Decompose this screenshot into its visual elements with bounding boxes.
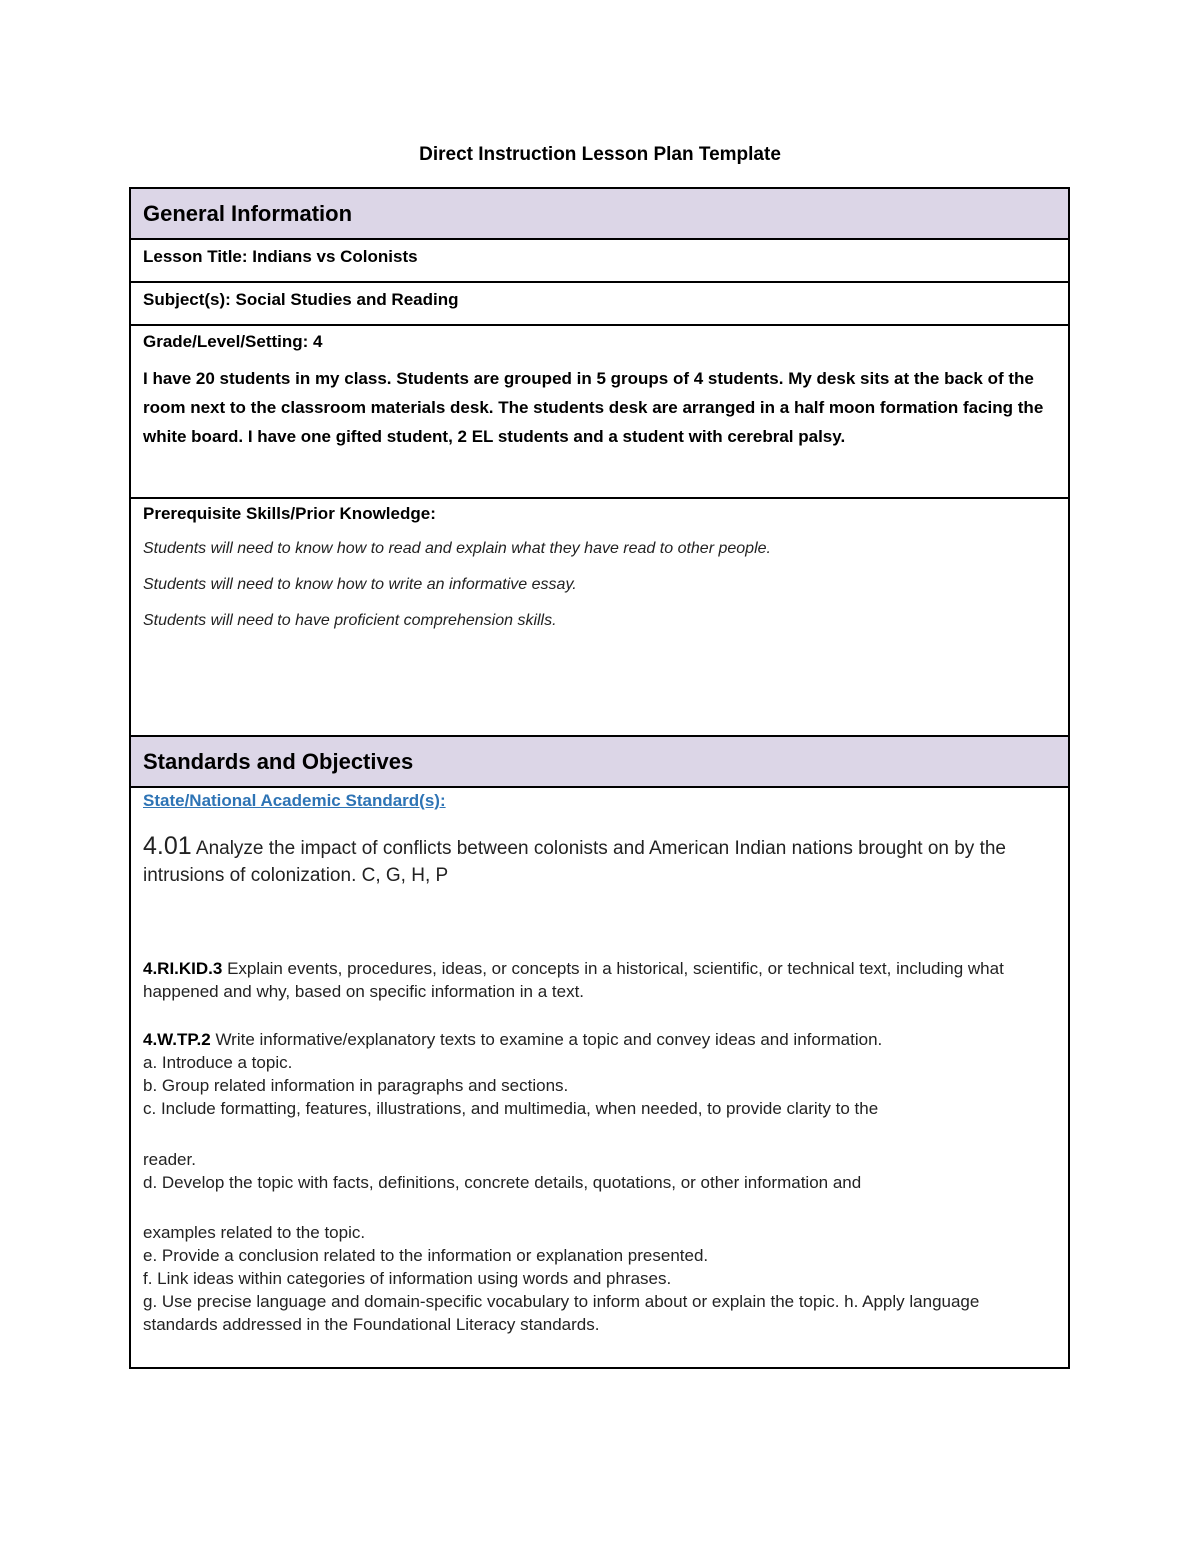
standard-item-a: a. Introduce a topic. xyxy=(143,1053,293,1072)
state-national-standards-link[interactable]: State/National Academic Standard(s): xyxy=(143,791,446,810)
grade-setting-row xyxy=(131,326,1068,499)
standard-item-f: f. Link ideas within categories of information using words and phrases. xyxy=(143,1269,672,1288)
standard-4-ri-kid-3-text: Explain events, procedures, ideas, or concepts in a historical, scientific, or technical text, including what happened and why, based on specific information in a text. xyxy=(143,959,1004,1001)
prerequisite-item: Students will need to have proficient comprehension skills. xyxy=(143,612,557,629)
standards-objectives-header xyxy=(131,737,1068,788)
standards-objectives-heading: Standards and Objectives xyxy=(143,748,414,774)
subjects: Subject(s): Social Studies and Reading xyxy=(143,290,459,309)
lesson-plan-table xyxy=(129,187,1070,1369)
standard-4-ri-kid-3-code: 4.RI.KID.3 xyxy=(143,959,223,978)
standards-row xyxy=(131,788,1068,1367)
lesson-title: Lesson Title: Indians vs Colonists xyxy=(143,247,418,266)
general-information-heading: General Information xyxy=(143,200,353,226)
standard-4-01-code: 4.01 xyxy=(143,832,192,860)
document-title: Direct Instruction Lesson Plan Template xyxy=(419,144,781,165)
prerequisite-item: Students will need to know how to read and explain what they have read to other people. xyxy=(143,540,771,557)
subjects-row xyxy=(131,283,1068,326)
standard-item-d: d. Develop the topic with facts, definitions, concrete details, quotations, or other information and xyxy=(143,1173,862,1192)
general-information-header xyxy=(131,189,1068,240)
grade-level-setting: Grade/Level/Setting: 4 xyxy=(143,332,323,351)
standard-item-d-continued: examples related to the topic. xyxy=(143,1223,366,1242)
lesson-title-row xyxy=(131,240,1068,283)
standard-4-01 xyxy=(143,833,1056,889)
standard-item-g-h: g. Use precise language and domain-specific vocabulary to inform about or explain the topic. h. Apply language standards addressed in the Foundational Literacy standards. xyxy=(143,1292,980,1334)
standard-item-b: b. Group related information in paragraphs and sections. xyxy=(143,1076,569,1095)
standard-4-ri-kid-3 xyxy=(143,957,1056,1003)
standard-item-c: c. Include formatting, features, illustrations, and multimedia, when needed, to provide clarity to the xyxy=(143,1099,879,1118)
prerequisite-label: Prerequisite Skills/Prior Knowledge: xyxy=(143,504,436,523)
standard-item-c-continued: reader. xyxy=(143,1150,196,1169)
prerequisite-item: Students will need to know how to write an informative essay. xyxy=(143,576,577,593)
standard-4-w-tp-2-text: Write informative/explanatory texts to examine a topic and convey ideas and information. xyxy=(210,1030,883,1049)
standard-item-e: e. Provide a conclusion related to the information or explanation presented. xyxy=(143,1246,709,1265)
classroom-setting-description: I have 20 students in my class. Students are grouped in 5 groups of 4 students. My desk sits at the back of the room next to the classroom materials desk. The students desk are arranged in a half moon formation facing the white board. I have one gifted student, 2 EL students and a student with cerebral palsy. xyxy=(143,369,1044,446)
standard-4-w-tp-2-code: 4.W.TP.2 xyxy=(143,1030,211,1049)
standard-4-01-text: Analyze the impact of conflicts between colonists and American Indian nations brought on by the intrusions of colonization. C, G, H, P xyxy=(143,838,1006,886)
standard-4-w-tp-2 xyxy=(143,1028,1056,1051)
prerequisite-skills-row xyxy=(131,499,1068,737)
